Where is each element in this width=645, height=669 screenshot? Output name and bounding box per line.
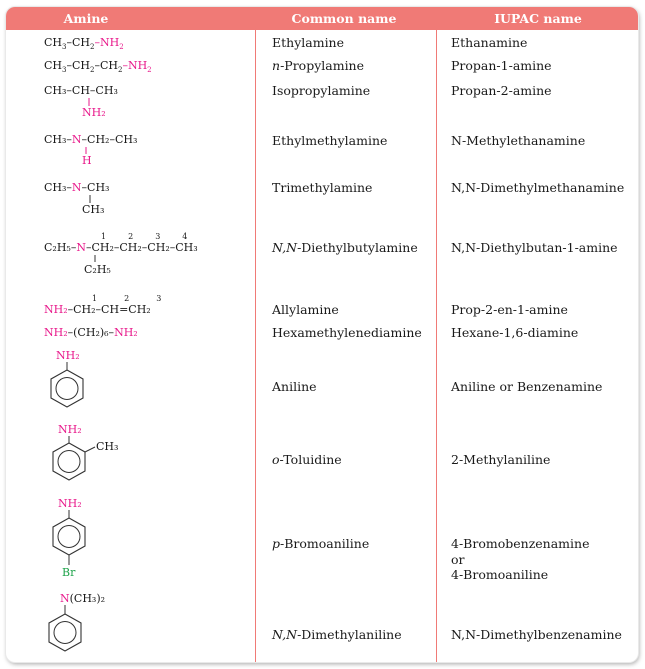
ethyl-group: C₂H₅ xyxy=(84,263,111,276)
iupac-name: Propan-2-amine xyxy=(451,83,552,98)
common-name: Allylamine xyxy=(272,302,339,317)
bromine-atom: Br xyxy=(62,566,76,579)
common-name: o-Toluidine xyxy=(272,452,342,467)
common-name: Ethylamine xyxy=(272,35,345,50)
iupac-name-or: or xyxy=(451,552,465,567)
formula-trimethylamine: CH₃–N–CH₃ xyxy=(44,181,110,194)
table-header xyxy=(6,7,638,30)
common-name: Trimethylamine xyxy=(272,180,373,195)
iupac-name: Propan-1-amine xyxy=(451,58,552,73)
column-divider xyxy=(436,30,437,662)
amine-group: NH₂ xyxy=(56,349,80,362)
hydrogen-atom: H xyxy=(82,154,92,167)
common-name: p-Bromoaniline xyxy=(272,536,370,551)
carbon-numbering: 1234 xyxy=(101,232,210,241)
iupac-name: Prop-2-en-1-amine xyxy=(451,302,568,317)
formula-isopropylamine: CH₃–CH–CH₃ xyxy=(44,84,118,97)
iupac-name: N,N-Diethylbutan-1-amine xyxy=(451,240,618,255)
formula-allylamine: NH₂–CH₂–CH=CH₂ xyxy=(44,303,151,316)
carbon-numbering: 123 xyxy=(92,294,189,303)
methyl-group: CH₃ xyxy=(82,203,105,216)
formula-propylamine: $CH_3-CH_2-CH_2-NH_2$ xyxy=(44,59,152,75)
amine-group: NH₂ xyxy=(82,106,106,119)
formula-hexamethylenediamine: NH₂–(CH₂)₆–NH₂ xyxy=(44,326,138,339)
iupac-name: Hexane-1,6-diamine xyxy=(451,325,579,340)
dimethylamino-group: N(CH₃)₂ xyxy=(60,592,106,605)
iupac-name-line1: 4-Bromobenzenamine xyxy=(451,536,590,551)
iupac-name: Aniline or Benzenamine xyxy=(451,379,603,394)
column-divider xyxy=(255,30,256,662)
common-name: Isopropylamine xyxy=(272,83,371,98)
iupac-name: N,N-Dimethylbenzenamine xyxy=(451,627,622,642)
amine-group: NH₂ xyxy=(58,497,82,510)
common-name: Hexamethylenediamine xyxy=(272,325,422,340)
benzene-ring-dimethylaniline xyxy=(0,0,1,1)
header-amine: Amine xyxy=(63,11,109,26)
common-name: Aniline xyxy=(272,379,317,394)
iupac-name-line3: 4-Bromoaniline xyxy=(451,567,549,582)
formula-ethylamine: $CH_3-CH_2-NH_2$ xyxy=(44,36,124,52)
formula-ethylmethylamine: CH₃–N–CH₂–CH₃ xyxy=(44,133,138,146)
iupac-name: 2-Methylaniline xyxy=(451,452,551,467)
methyl-group: CH₃ xyxy=(96,440,119,453)
iupac-name: N-Methylethanamine xyxy=(451,133,586,148)
common-name: N,N-Diethylbutylamine xyxy=(272,240,418,255)
common-name: Ethylmethylamine xyxy=(272,133,388,148)
common-name: N,N-Dimethylaniline xyxy=(272,627,402,642)
header-iupac-name: IUPAC name xyxy=(494,11,582,26)
formula-diethylbutylamine: C₂H₅–N–CH₂–CH₂–CH₂–CH₃ xyxy=(44,241,198,254)
iupac-name: N,N-Dimethylmethanamine xyxy=(451,180,625,195)
common-name: n-Propylamine xyxy=(272,58,365,73)
iupac-name: Ethanamine xyxy=(451,35,528,50)
amine-group: NH₂ xyxy=(58,423,82,436)
header-common-name: Common name xyxy=(291,11,397,26)
